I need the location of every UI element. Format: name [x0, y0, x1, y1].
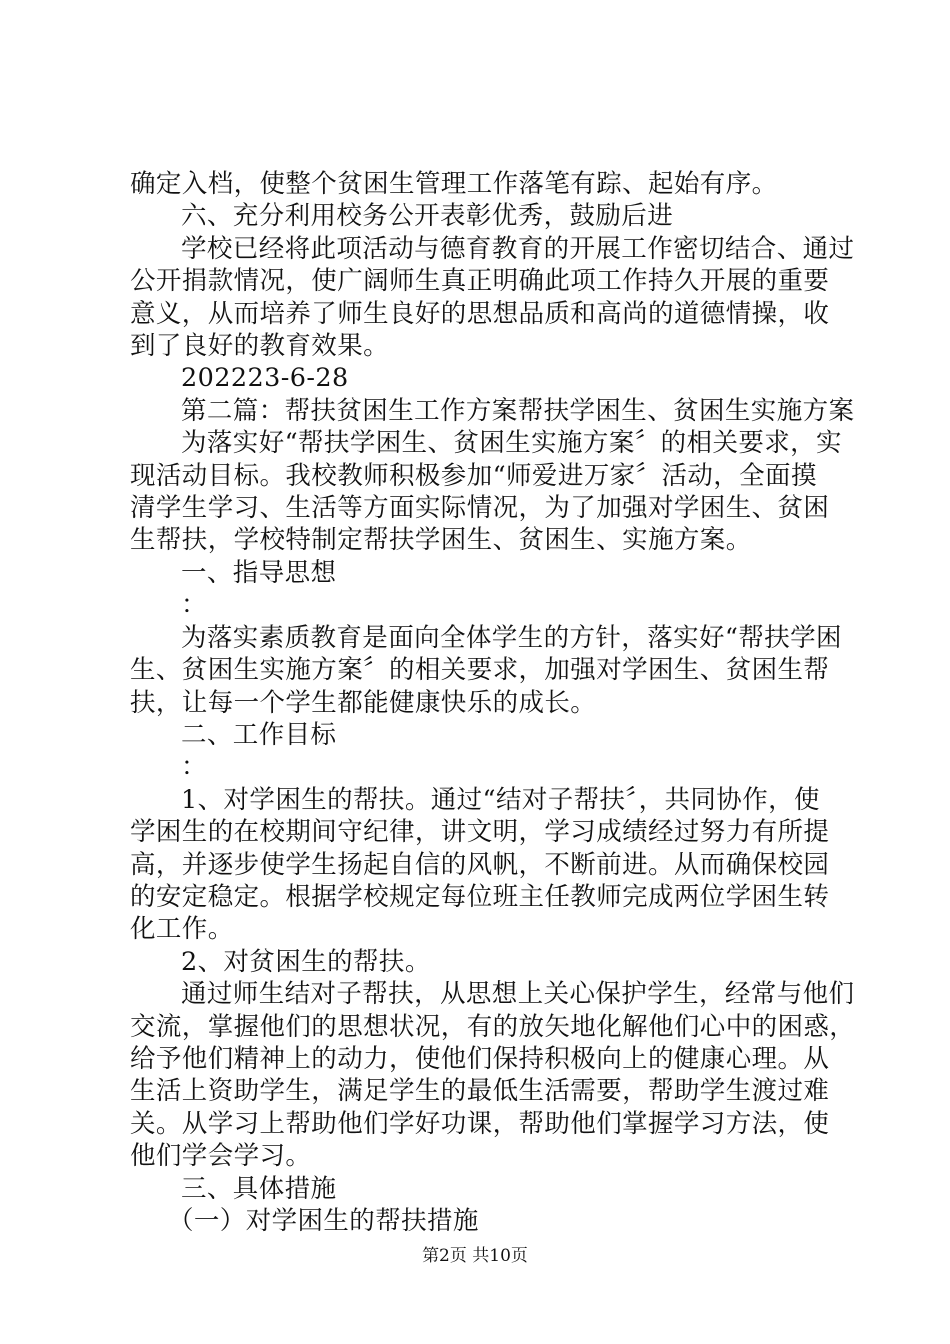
text-line: 给予他们精神上的动力，使他们保持积极向上的健康心理。从 [130, 1043, 830, 1074]
text-line: 生帮扶，学校特制定帮扶学困生、贫困生、实施方案。 [130, 525, 752, 556]
text-line: 他们学会学习。 [130, 1141, 312, 1172]
page-footer [0, 1244, 950, 1268]
text-line: 学校已经将此项活动与德育教育的开展工作密切结合、通过 [181, 233, 855, 264]
text-line: 高，并逐步使学生扬起自信的风帆，不断前进。从而确保校园 [130, 849, 830, 880]
date-line: 202223-6-28 [181, 363, 349, 394]
section-heading: 三、具体措施 [181, 1173, 337, 1204]
text-line: 现活动目标。我校教师积极参加“师爱进万家〞活动，全面摸 [130, 460, 817, 491]
text-line: 生活上资助学生，满足学生的最低生活需要，帮助学生渡过难 [130, 1076, 830, 1107]
text-line: 的安定稳定。根据学校规定每位班主任教师完成两位学困生转 [130, 881, 830, 912]
text-line: 关。从学习上帮助他们学好功课，帮助他们掌握学习方法，使 [130, 1108, 830, 1139]
text-line: 化工作。 [130, 914, 234, 945]
section-heading: 一、指导思想 [181, 557, 337, 588]
text-line: 为落实好“帮扶学困生、贫困生实施方案〞的相关要求，实 [181, 428, 842, 459]
text-line: 到了良好的教育效果。 [130, 331, 390, 362]
chapter-title: 第二篇：帮扶贫困生工作方案帮扶学困生、贫困生实施方案 [181, 395, 855, 426]
text-line: 意义，从而培养了师生良好的思想品质和高尚的道德情操，收 [130, 298, 830, 329]
text-line: 1、对学困生的帮扶。通过“结对子帮扶〞，共同协作，使 [181, 784, 820, 815]
text-line: 交流，掌握他们的思想状况，有的放矢地化解他们心中的困惑， [130, 1011, 856, 1042]
text-line: 公开捐款情况，使广阔师生真正明确此项工作持久开展的重要 [130, 266, 830, 297]
colon-line: ： [181, 752, 207, 783]
text-line: 清学生学习、生活等方面实际情况，为了加强对学困生、贫困 [130, 493, 830, 524]
text-line: 学困生的在校期间守纪律，讲文明，学习成绩经过努力有所提 [130, 817, 830, 848]
text-line: 2、对贫困生的帮扶。 [181, 946, 431, 977]
text-line: 为落实素质教育是面向全体学生的方针，落实好“帮扶学困 [181, 622, 842, 653]
page-number-label: 第2页 共10页 [422, 1246, 528, 1266]
text-line: 扶，让每一个学生都能健康快乐的成长。 [130, 687, 597, 718]
text-line: 生、贫困生实施方案〞的相关要求，加强对学困生、贫困生帮 [130, 655, 830, 686]
section-heading: 二、工作目标 [181, 719, 337, 750]
colon-line: ： [181, 590, 207, 621]
text-line: 通过师生结对子帮扶，从思想上关心保护学生，经常与他们 [181, 979, 855, 1010]
document-body [130, 168, 856, 1237]
section-heading: 六、充分利用校务公开表彰优秀，鼓励后进 [181, 201, 674, 232]
subsection-heading: （一）对学困生的帮扶措施 [168, 1206, 479, 1236]
text-line: 确定入档，使整个贫困生管理工作落笔有踪、起始有序。 [130, 169, 778, 199]
